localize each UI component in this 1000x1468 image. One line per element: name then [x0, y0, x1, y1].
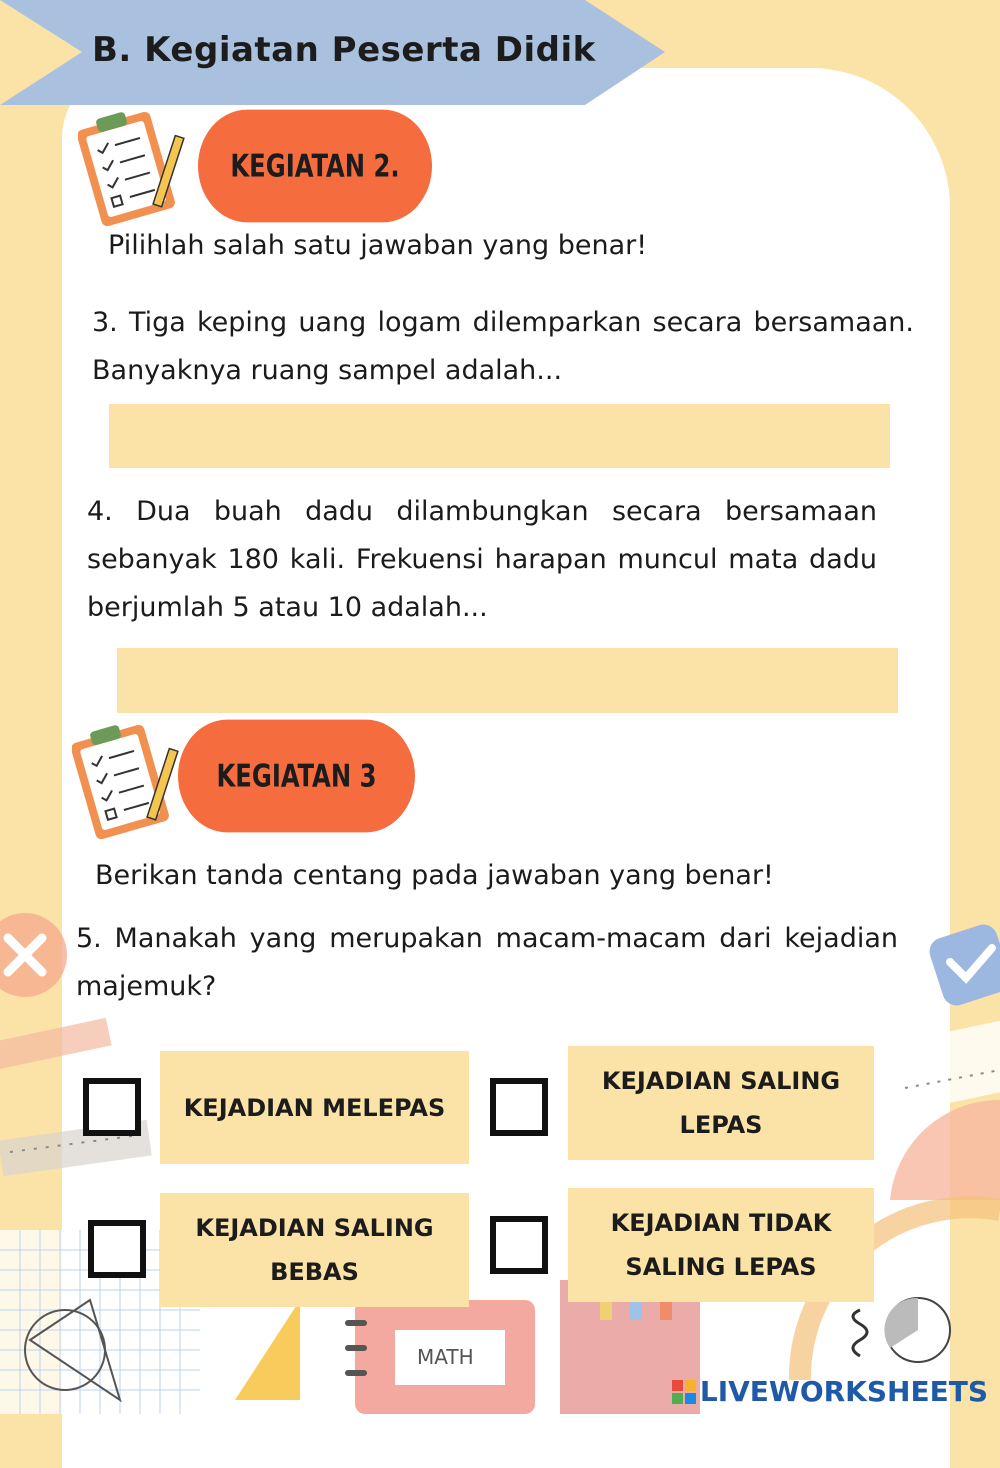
option-kejadian-saling-bebas[interactable]: KEJADIAN SALING BEBAS [160, 1193, 469, 1307]
question-4-answer-input[interactable] [117, 648, 898, 713]
option-kejadian-saling-lepas[interactable]: KEJADIAN SALING LEPAS [568, 1046, 874, 1160]
activity-3-badge: KEGIATAN 3 [178, 720, 415, 833]
math-notebook-label: MATH [417, 1345, 474, 1369]
liveworksheets-logo-icon [672, 1380, 696, 1404]
liveworksheets-watermark [672, 1375, 988, 1408]
watermark-text: LIVEWORKSHEETS [699, 1375, 988, 1408]
option-kejadian-melepas[interactable]: KEJADIAN MELEPAS [160, 1051, 469, 1164]
option-kejadian-tidak-saling-lepas[interactable]: KEJADIAN TIDAK SALING LEPAS [568, 1188, 874, 1302]
question-4-text: 4. Dua buah dadu dilambungkan secara bersamaan sebanyak 180 kali. Frekuensi harapan muncul mata dadu berjumlah 5 atau 10 adalah... [87, 496, 877, 623]
option-checkbox-kejadian-saling-bebas[interactable] [88, 1220, 146, 1278]
activity-2-badge: KEGIATAN 2. [198, 110, 432, 223]
checklist-clipboard-icon [72, 718, 184, 840]
question-3-answer-input[interactable] [109, 404, 890, 468]
option-checkbox-kejadian-melepas[interactable] [83, 1078, 141, 1136]
activity-3-instruction: Berikan tanda centang pada jawaban yang benar! [95, 860, 774, 891]
activity-2-instruction: Pilihlah salah satu jawaban yang benar! [108, 230, 648, 261]
checklist-clipboard-icon [78, 105, 190, 227]
section-title: B. Kegiatan Peserta Didik [92, 30, 596, 70]
question-5-text: 5. Manakah yang merupakan macam-macam dari kejadian majemuk? [76, 923, 898, 1002]
option-checkbox-kejadian-saling-lepas[interactable] [490, 1078, 548, 1136]
option-checkbox-kejadian-tidak-saling-lepas[interactable] [490, 1216, 548, 1274]
question-3-text: 3. Tiga keping uang logam dilemparkan secara bersamaan. Banyaknya ruang sampel adalah... [92, 307, 914, 386]
